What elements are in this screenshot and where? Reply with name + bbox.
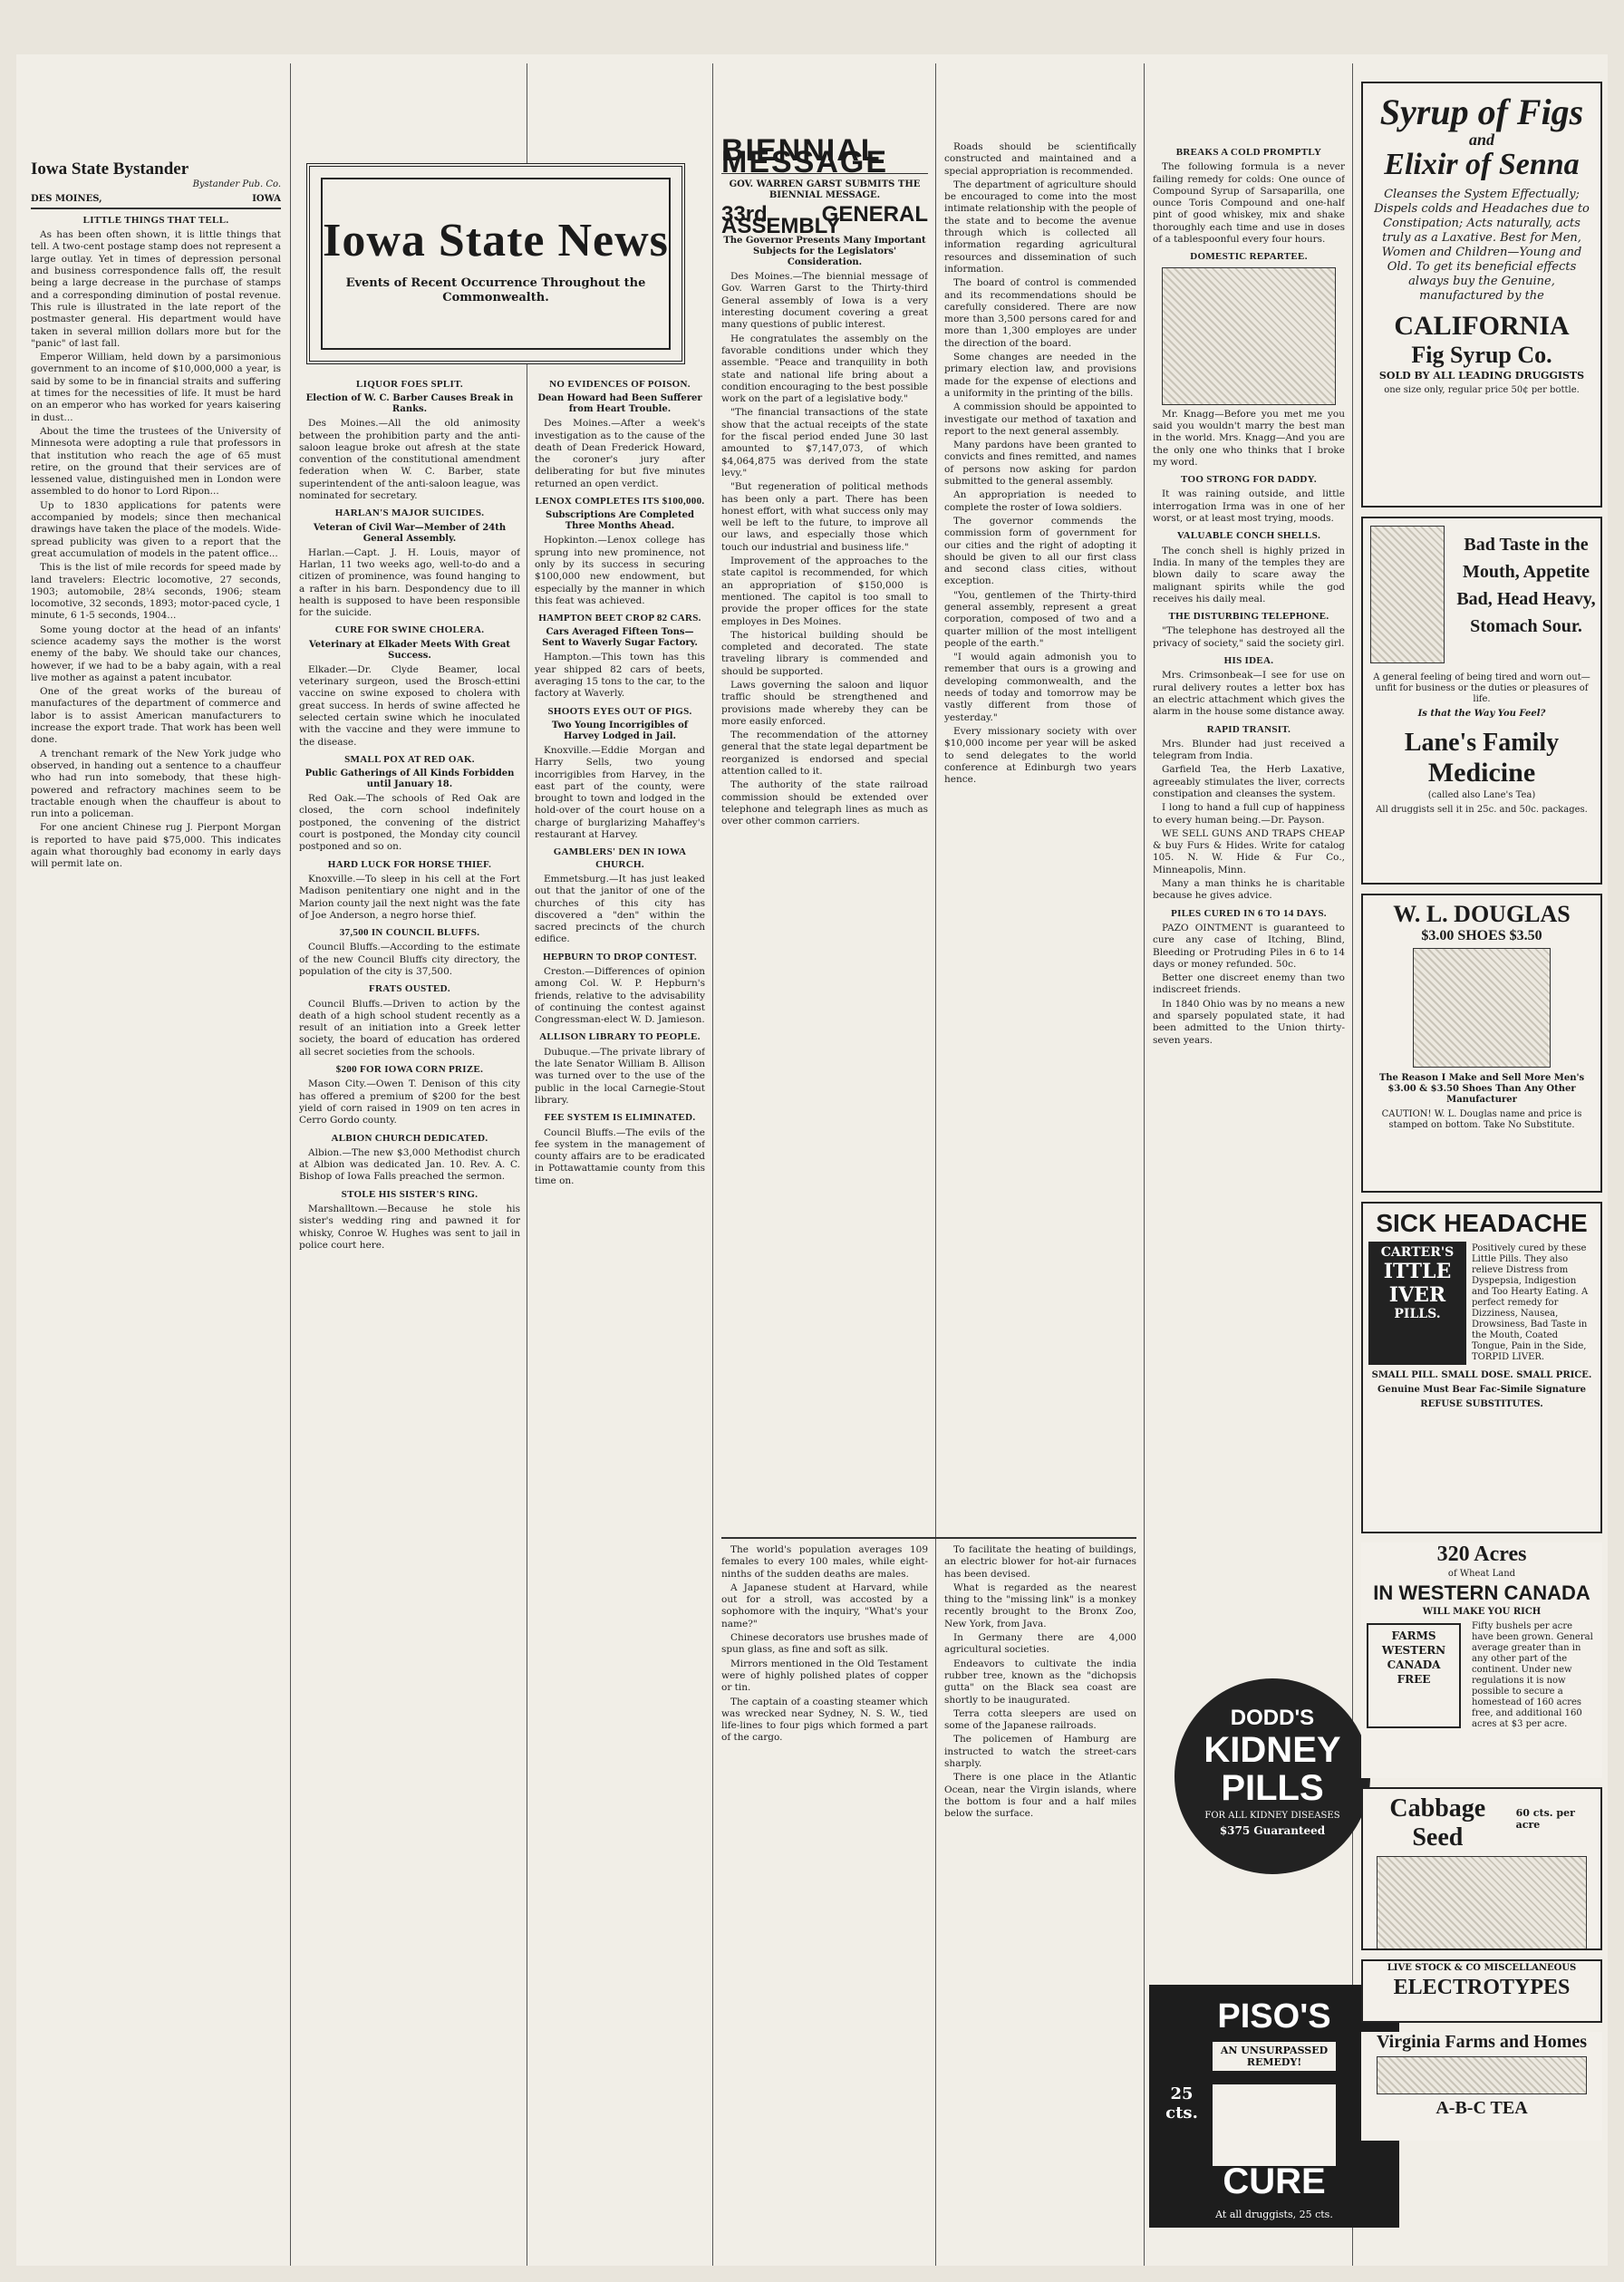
item-subhead: Cars Averaged Fifteen Tons—Sent to Waverly Sugar Factory. xyxy=(542,627,698,649)
item-head: HEPBURN TO DROP CONTEST. xyxy=(543,951,697,962)
article-paragraph: He congratulates the assembly on the favorable conditions under which they assemble. "Peace and tranquility in both state and national life bring about a condition encouraging to the best possible work on the part of a legislative body." xyxy=(721,333,928,405)
douglas-title: W. L. DOUGLAS xyxy=(1393,901,1571,927)
item-text: Harlan.—Capt. J. H. Louis, mayor of Harlan, 11 two weeks ago, well-to-do and a citizen of prominence, was found hanging to a rafter in his barn. Despondency due to ill health is supposed to have been responsible for the suicide. xyxy=(299,546,520,619)
item-text: Knoxville.—To sleep in his cell at the Fort Madison penitentiary one night and in the Marion county jail the next night was the fate of Joe Anderson, a negro horse thief. xyxy=(299,873,520,921)
item-head: NO EVIDENCES OF POISON. xyxy=(549,379,691,390)
item-text: Marshalltown.—Because he stole his sister's wedding ring and pawned it for whisky, Conroe W. Hughes was sent to jail in police court here. xyxy=(299,1204,520,1251)
article-paragraph: For one ancient Chinese rug J. Pierpont Morgan is reported to have paid $75,000. This indicates again what thoroughly bad economy in early days will permit late on. xyxy=(31,822,281,870)
misc-paragraph: Terra cotta sleepers are used on some of the Japanese railroads. xyxy=(944,1707,1136,1732)
lanes-price: All druggists sell it in 25c. and 50c. packages. xyxy=(1376,805,1588,815)
masthead-dateline xyxy=(31,193,281,209)
virginia-title: Virginia Farms and Homes xyxy=(1376,2032,1588,2052)
carters-tagline: SMALL PILL. SMALL DOSE. SMALL PRICE. xyxy=(1371,1370,1592,1380)
item-text: Des Moines.—All the old animosity between the prohibition party and the anti-saloon league broke out afresh at the state convention of the constitutional amendment federation when W. C. Barber, state superintendent of the anti-saloon league, was nominated for secretary. xyxy=(299,418,520,502)
item-subhead: Veterinary at Elkader Meets With Great Success. xyxy=(308,639,511,661)
item-head: LIQUOR FOES SPLIT. xyxy=(356,379,463,390)
canada-tag: WILL MAKE YOU RICH xyxy=(1422,1607,1542,1617)
lanes-medicine-ad xyxy=(1361,517,1602,885)
item-head: CURE FOR SWINE CHOLERA. xyxy=(334,624,485,636)
cartoon-illustration xyxy=(1162,267,1336,405)
article-paragraph: A trenchant remark of the New York judge who observed, in handing out a sentence to a chauffeur who had run into somebody, that these high-powered and refractory machines seem to be tractable enough when the chauffeur is about to run into a policeman. xyxy=(31,748,281,820)
carters-pills-ad xyxy=(1361,1202,1602,1533)
article-paragraph: Many pardons have been granted to convicts and fines remitted, and names of persons now asking for pardon submitted to the general assembly. xyxy=(944,440,1136,488)
electrotypes-ad xyxy=(1361,1959,1602,2023)
item-text: I long to hand a full cup of happiness to every human being.—Dr. Payson. xyxy=(1153,802,1345,826)
column-1 xyxy=(31,54,281,2266)
article-paragraph: This is the list of mile records for speed made by land travelers: Electric locomotive, 27 seconds, 1903; automobile, 28¼ seconds, 1906; steam locomotive, 32 seconds, 1893; motor-paced cycle, 1 minute, 6 1-5 seconds, 1904... xyxy=(31,562,281,622)
carters-logo-liver: IVER xyxy=(1388,1283,1446,1307)
electrotypes-line1: LIVE STOCK & CO MISCELLANEOUS xyxy=(1387,1963,1577,1973)
carters-logo-name: CARTER'S xyxy=(1380,1245,1455,1260)
virginia-farms-ad xyxy=(1361,2032,1602,2141)
article-paragraph: Every missionary society with over $10,000 income per year will be asked to send delegates to the world conference at Edinburgh two years hence. xyxy=(944,725,1136,786)
item-text: PAZO OINTMENT is guaranteed to cure any case of Itching, Blind, Bleeding or Protruding Piles in 6 to 14 days or money refunded. 50c. xyxy=(1153,922,1345,970)
item-text: It was raining outside, and little interrogation Irma was in one of her worst, or at least most trying, moods. xyxy=(1153,488,1345,525)
lanes-called: (called also Lane's Tea) xyxy=(1427,790,1536,800)
article-paragraph: An appropriation is needed to complete the roster of Iowa soldiers. xyxy=(944,489,1136,513)
item-head: ALBION CHURCH DEDICATED. xyxy=(331,1132,488,1144)
item-text: Council Bluffs.—The evils of the fee system in the management of county affairs are to be eradicated in Pottawattamie county from this time on. xyxy=(535,1126,705,1186)
item-head: SHOOTS EYES OUT OF PIGS. xyxy=(547,705,692,717)
syrup-price: one size only, regular price 50¢ per bottle. xyxy=(1384,385,1580,395)
banner-deck: Events of Recent Occurrence Throughout the Commonwealth. xyxy=(345,276,646,305)
banner-inner-frame xyxy=(321,178,671,350)
carters-genuine: Genuine Must Bear Fac-Simile Signature xyxy=(1377,1385,1587,1395)
column-3 xyxy=(535,373,705,2266)
lanes-question: Is that the Way You Feel? xyxy=(1417,709,1546,719)
iowa-state-news-banner xyxy=(306,163,685,364)
misc-paragraph: To facilitate the heating of buildings, an electric blower for hot-air furnaces has been devised. xyxy=(944,1544,1136,1580)
article-paragraph: Roads should be scientifically constructed and maintained and a special appropriation is recommended. xyxy=(944,141,1136,177)
biennial-headline: BIENNIAL MESSAGE xyxy=(721,145,928,174)
item-head: 37,500 IN COUNCIL BLUFFS. xyxy=(339,927,480,939)
cabbage-title: Cabbage Seed xyxy=(1389,1794,1486,1852)
item-text: Many a man thinks he is charitable because he gives advice. xyxy=(1153,878,1345,902)
item-text: Albion.—The new $3,000 Methodist church at Albion was dedicated Jan. 10. Rev. A. C. Bishop of Iowa Falls preached the sermon. xyxy=(299,1146,520,1183)
item-head: VALUABLE CONCH SHELLS. xyxy=(1176,530,1321,542)
item-head: BREAKS A COLD PROMPTLY xyxy=(1175,147,1322,158)
woman-illustration xyxy=(1370,526,1445,663)
article-paragraph: Emperor William, held down by a parsimonious government to an income of $10,000,000 a year, is said by some to be in financial straits and suffering at times for the necessities of life. It must be hard on an emperor who has worked for years kaisering in dust... xyxy=(31,352,281,423)
item-head: ALLISON LIBRARY TO PEOPLE. xyxy=(539,1031,701,1043)
masthead-state: IOWA xyxy=(252,193,281,204)
article-paragraph: One of the great works of the bureau of manufactures of the department of commerce and labor is to assist American manufacturers to increase the export trade. That work has been well done. xyxy=(31,686,281,746)
syrup-of-figs-ad xyxy=(1361,82,1602,508)
pisos-price: 25 cts. xyxy=(1165,2084,1198,2122)
item-subhead: Two Young Incorrigibles of Harvey Lodged in Jail. xyxy=(551,720,689,741)
newspaper-page xyxy=(16,54,1608,2266)
column-6 xyxy=(1153,141,1345,1664)
douglas-body: The Reason I Make and Sell More Men's $3.00 & $3.50 Shoes Than Any Other Manufacturer xyxy=(1378,1073,1585,1105)
article-paragraph: As has been often shown, it is little things that tell. A two-cent postage stamp does not represent a large outlay. Yet in times of depression personal and business correspondence falls off, the result being a large decrease in the purchase of stamps and a corresponding diminution of postal revenue. This rule is illustrated in the late report of the postmaster general. His department would have taken in several million dollars more but for the "panic" of last fall. xyxy=(31,229,281,349)
item-text: Mrs. Blunder had just received a telegram from India. xyxy=(1153,738,1345,762)
item-text: WE SELL GUNS AND TRAPS CHEAP & buy Furs & Hides. Write for catalog 105. N. W. Hide & Fur Co., Minneapolis, Minn. xyxy=(1153,827,1345,875)
banner-title: Iowa State News xyxy=(323,215,669,266)
carters-logo-pills: PILLS. xyxy=(1394,1307,1441,1321)
misc-paragraph: In Germany there are 4,000 agricultural societies. xyxy=(944,1632,1136,1656)
canada-acres: 320 Acres xyxy=(1436,1542,1527,1566)
canada-box-2: WESTERN xyxy=(1381,1644,1446,1657)
abc-tea: A-B-C TEA xyxy=(1436,2098,1528,2118)
carters-logo-little: ITTLE xyxy=(1383,1260,1452,1283)
item-head: DOMESTIC REPARTEE. xyxy=(1190,251,1308,263)
assembly-headline: 33rd GENERAL ASSEMBLY xyxy=(721,201,928,238)
misc-paragraph: Mirrors mentioned in the Old Testament were of highly polished plates of copper or tin. xyxy=(721,1658,928,1694)
item-text: Knoxville.—Eddie Morgan and Harry Sells, two young incorrigibles from Harvey, in the east part of the county, were brought to town and lodged in the hold-over of the court house on a charge of burglarizing Mahaffey's restaurant at Harvey. xyxy=(535,744,705,841)
misc-paragraph: The captain of a coasting steamer which was wrecked near Sydney, N. S. W., tied life-lines to four pigs which formed a part of the cargo. xyxy=(721,1696,928,1744)
item-head: TOO STRONG FOR DADDY. xyxy=(1181,474,1317,486)
virginia-text-block xyxy=(1377,2056,1587,2094)
pisos-panel xyxy=(1213,2084,1336,2166)
electrotypes-line2: ELECTROTYPES xyxy=(1393,1976,1571,1999)
item-text: "The telephone has destroyed all the privacy of society," said the society girl. xyxy=(1153,625,1345,649)
misc-paragraph: Chinese decorators use brushes made of spun glass, as fine and soft as silk. xyxy=(721,1632,928,1656)
item-text: Hampton.—This town has this year shipped 82 cars of beets, averaging 15 tons to the car, to the factory at Waverly. xyxy=(535,652,705,700)
wl-douglas-ad xyxy=(1361,894,1602,1193)
section-divider xyxy=(721,1537,1136,1539)
dodds-line2: PILLS xyxy=(1221,1768,1324,1808)
item-head: LENOX COMPLETES ITS $100,000. xyxy=(535,496,705,508)
article-paragraph: Laws governing the saloon and liquor traffic should be strengthened and provisions made whereby they can be more easily enforced. xyxy=(721,679,928,727)
pisos-sold: At all druggists, 25 cts. xyxy=(1215,2209,1333,2220)
syrup-title: Syrup of Figs xyxy=(1379,92,1584,132)
canada-box-1: FARMS xyxy=(1391,1629,1436,1642)
column-2 xyxy=(299,373,520,2266)
item-head: FRATS OUSTED. xyxy=(369,983,450,995)
item-text: In 1840 Ohio was by no means a new and sparsely populated state, it had been admitted to the Union thirty-seven years. xyxy=(1153,998,1345,1046)
item-text: Creston.—Differences of opinion among Col. W. P. Hepburn's friends, relative to the advisability of continuing the contest against Congressman-elect W. D. Jamieson. xyxy=(535,965,705,1026)
column-rule xyxy=(935,63,936,2266)
masthead-city: DES MOINES, xyxy=(31,193,102,204)
cabbage-text-block xyxy=(1377,1856,1587,1950)
item-head: HIS IDEA. xyxy=(1223,655,1274,667)
canada-headline: IN WESTERN CANADA xyxy=(1373,1581,1590,1604)
carters-refuse: REFUSE SUBSTITUTES. xyxy=(1420,1399,1543,1409)
item-text: Mason City.—Owen T. Denison of this city has offered a premium of $200 for the best yield of corn raised in 1909 on ten acres in Cerro Gordo county. xyxy=(299,1078,520,1126)
misc-paragraph: The world's population averages 109 females to every 100 males, while eight-ninths of the sudden deaths are males. xyxy=(721,1544,928,1580)
item-head: HAMPTON BEET CROP 82 CARS. xyxy=(538,613,701,624)
item-text: Mr. Knagg—Before you met me you said you wouldn't marry the best man in the world. Mrs. Knagg—And you are the only one who thinks that I broke my word. xyxy=(1153,408,1345,468)
column-4-bottom xyxy=(721,1544,928,2266)
syrup-elixir: Elixir of Senna xyxy=(1384,148,1580,181)
item-head: THE DISTURBING TELEPHONE. xyxy=(1168,611,1329,623)
pisos-cure: CURE xyxy=(1223,2161,1326,2201)
misc-paragraph: Endeavors to cultivate the india rubber tree, known as the "dichopsis gutta" on the Black sea coast are shortly to be inaugurated. xyxy=(944,1658,1136,1706)
masthead-publisher: Bystander Pub. Co. xyxy=(192,179,281,190)
item-subhead: Dean Howard had Been Sufferer from Heart Trouble. xyxy=(537,393,702,415)
carters-logo xyxy=(1368,1242,1466,1365)
douglas-portrait xyxy=(1413,948,1551,1068)
column-rule xyxy=(712,63,713,2266)
item-head: HARLAN'S MAJOR SUICIDES. xyxy=(334,508,485,519)
column-rule xyxy=(1352,63,1353,2266)
item-text: Dubuque.—The private library of the late Senator William B. Allison was turned over to the use of the public in the local Carnegie-Stout library. xyxy=(535,1046,705,1106)
lanes-body: A general feeling of being tired and worn out—unfit for business or the duties or pleasures of life. xyxy=(1373,672,1590,704)
article-paragraph: The historical building should be completed and decorated. The state traveling library is commended and should be supported. xyxy=(721,629,928,677)
item-head: RAPID TRANSIT. xyxy=(1206,723,1291,735)
dodds-ring-text: FOR ALL KIDNEY DISEASES xyxy=(1204,1811,1340,1821)
biennial-deck: GOV. WARREN GARST SUBMITS THE BIENNIAL MESSAGE. xyxy=(729,179,921,200)
article-paragraph: Up to 1830 applications for patents were accompanied by models; since then mechanical drawings have taken the place of the models. Wide-spread publicity was given to a report that the great accumulation of models in the patent office... xyxy=(31,499,281,559)
article-paragraph: A commission should be appointed to investigate our method of taxation and report to the next general assembly. xyxy=(944,401,1136,437)
item-text: Mrs. Crimsonbeak—I see for use on rural delivery routes a letter box has an electric attachment which gives the alarm in the house some distance away. xyxy=(1153,670,1345,718)
canada-box-3: CANADA xyxy=(1387,1658,1441,1671)
item-text: The conch shell is highly prized in India. In many of the temples they are blown daily to scare away the malignant spirits while the god receives his daily meal. xyxy=(1153,545,1345,604)
lanes-taste: Bad Taste in the Mouth, Appetite Bad, Head Heavy, Stomach Sour. xyxy=(1456,535,1596,636)
dodds-line1: KIDNEY xyxy=(1204,1730,1341,1770)
column-rule xyxy=(1144,63,1145,2266)
article-paragraph: The governor commends the commission form of government for our cities and the right of adopting it should be given to all our first class and second class cities, without exception. xyxy=(944,515,1136,587)
item-text: Hopkinton.—Lenox college has sprung into new prominence, not only by its success in securing $100,000 new endowment, but especially by the manner in which this feat was achieved. xyxy=(535,535,705,606)
pisos-name: PISO'S xyxy=(1217,1997,1331,2035)
misc-paragraph: The policemen of Hamburg are instructed to watch the street-cars sharply. xyxy=(944,1734,1136,1770)
canada-box xyxy=(1367,1623,1461,1728)
article-paragraph: The department of agriculture should be encouraged to come into the most intimate relationship with the people of the state and to become the avenue through which is collected all information regarding agricultural resources and dissemination of such information. xyxy=(944,179,1136,275)
douglas-subtitle: $3.00 SHOES $3.50 xyxy=(1421,928,1542,943)
item-text: Red Oak.—The schools of Red Oak are closed, the corn school indefinitely postponed, the convening of the district court is postponed, the Monday city council postponed and so on. xyxy=(299,793,520,853)
article-paragraph: Des Moines.—The biennial message of Gov. Warren Garst to the Thirty-third General assembly of Iowa is a very interesting document covering a great many questions of public interest. xyxy=(721,271,928,331)
canada-box-4: FREE xyxy=(1397,1673,1431,1686)
masthead-title: Iowa State Bystander xyxy=(31,160,189,179)
item-head: HARD LUCK FOR HORSE THIEF. xyxy=(327,858,492,870)
column-5 xyxy=(944,141,1136,1532)
item-head: FEE SYSTEM IS ELIMINATED. xyxy=(544,1112,696,1124)
item-subhead: Subscriptions Are Completed Three Months Ahead. xyxy=(546,510,694,532)
item-head: $200 FOR IOWA CORN PRIZE. xyxy=(335,1064,484,1076)
item-head: SMALL POX AT RED OAK. xyxy=(344,753,475,765)
western-canada-ad xyxy=(1361,1542,1602,1778)
article-paragraph: The board of control is commended and its recommendations should be carefully considered. There are now more than 3,500 persons cared for and more than 1,300 employes are under the direction of the board. xyxy=(944,277,1136,349)
douglas-caution: CAUTION! W. L. Douglas name and price is stamped on bottom. Take No Substitute. xyxy=(1381,1109,1582,1130)
item-text: Better one discreet enemy than two indiscreet friends. xyxy=(1153,972,1345,996)
article-paragraph: "I would again admonish you to remember that ours is a growing and developing commonwealth, and the needs of today and tomorrow may be vastly different from those of yesterday." xyxy=(944,652,1136,723)
syrup-brand-1: CALIFORNIA xyxy=(1394,311,1570,341)
article-paragraph: Improvement of the approaches to the state capitol is recommended, for which an appropriation of $150,000 is mentioned. The capitol is too small to provide the proper offices for the state employes in Des Moines. xyxy=(721,556,928,627)
column-rule xyxy=(290,63,291,2266)
misc-paragraph: A Japanese student at Harvard, while out for a stroll, was accosted by a sophomore with the inquiry, "What's your name?" xyxy=(721,1581,928,1629)
article-paragraph: "But regeneration of political methods has been only a part. There has been honest effort, with what success only may well be left to the future, to improve all our laws, and especially those which touch our industrial and business life." xyxy=(721,481,928,553)
article-paragraph: About the time the trustees of the University of Minnesota were adopting a rule that professors in that institution who reach the age of 65 must retire, on the ground that their services are of lessened value, distinguished men in London were assembled to do honor to Lord Ripon... xyxy=(31,425,281,498)
column-5-bottom xyxy=(944,1544,1136,2266)
carters-body: Positively cured by these Little Pills. They also relieve Distress from Dyspepsia, Indigestion and Too Hearty Eating. A perfect remedy for Dizziness, Nausea, Drowsiness, Bad Taste in the Mouth, Coated Tongue, Pain in the Side, TORPID LIVER. xyxy=(1472,1243,1589,1362)
dodds-name: DODD'S xyxy=(1230,1706,1315,1730)
misc-paragraph: What is regarded as the nearest thing to the "missing link" is a monkey recently brought to the Bronx Zoo, New York, from Java. xyxy=(944,1581,1136,1629)
item-text: Garfield Tea, the Herb Laxative, agreeably stimulates the liver, corrects constipation and cleanses the system. xyxy=(1153,764,1345,799)
syrup-sold: SOLD BY ALL LEADING DRUGGISTS xyxy=(1378,370,1585,382)
article-paragraph: "The financial transactions of the state show that the actual receipts of the state for the fiscal period ended June 30 last amounted to $7,147,073, of which $4,064,875 was derived from the state levy." xyxy=(721,407,928,479)
lanes-name-2: Medicine xyxy=(1427,758,1536,788)
article-paragraph: "You, gentlemen of the Thirty-third general assembly, represent a great corporation, composed of two and a quarter million of the most intelligent people of the earth." xyxy=(944,589,1136,649)
item-text: Emmetsburg.—It has just leaked out that the janitor of one of the churches of this city has discovered a "den" within the sacred precincts of the church edifice. xyxy=(535,873,705,945)
syrup-brand-2: Fig Syrup Co. xyxy=(1411,342,1552,368)
misc-paragraph: There is one place in the Atlantic Ocean, near the Virgin islands, where the bottom is four and a half miles below the surface. xyxy=(944,1772,1136,1820)
article-paragraph: Some young doctor at the head of an infants' science academy says the mother is the worst enemy of the baby. We should take our chances, however, if we had to be a baby again, with a real live mother as against a patent incubator. xyxy=(31,624,281,683)
item-text: Council Bluffs.—According to the estimate of the new Council Bluffs city directory, the population of the city is 37,500. xyxy=(299,942,520,977)
lanes-name-1: Lane's Family xyxy=(1404,729,1560,757)
column-4 xyxy=(721,54,928,1532)
item-subhead: Election of W. C. Barber Causes Break in Ranks. xyxy=(305,393,514,415)
item-subhead: Veteran of Civil War—Member of 24th General Assembly. xyxy=(313,522,507,544)
cabbage-seed-ad xyxy=(1361,1787,1602,1950)
article-paragraph: The authority of the state railroad commission should be extended over telephone and telegraph lines as much as over other common carriers. xyxy=(721,779,928,827)
article-headline: LITTLE THINGS THAT TELL. xyxy=(82,214,229,226)
item-subhead: Public Gatherings of All Kinds Forbidden until January 18. xyxy=(304,769,515,790)
article-paragraph: Some changes are needed in the primary election law, and provisions made for the expense of elections and a uniformity in the printing of the bills. xyxy=(944,352,1136,399)
syrup-body: Cleanses the System Effectually; Dispels colds and Headaches due to Constipation; Acts naturally, acts truly as a Laxative. Best for Men, Women and Children—Young and Old. To get its beneficial effects always buy the Genuine, manufactured by the xyxy=(1374,188,1590,303)
item-text: The following formula is a never failing remedy for colds: One ounce of Compound Syrup of Sarsaparilla, one ounce Toris Compound and one-half pint of good whiskey, mix and shake thoroughly each time and use in doses of a tablespoonful every four hours. xyxy=(1153,161,1345,246)
dodds-price: $375 Guaranteed xyxy=(1219,1824,1326,1837)
item-head: STOLE HIS SISTER'S RING. xyxy=(341,1188,478,1200)
assembly-deck: The Governor Presents Many Important Subjects for the Legislators' Consideration. xyxy=(723,236,926,268)
article-paragraph: The recommendation of the attorney general that the state legal department be reorganized is endorsed and special attention called to it. xyxy=(721,730,928,778)
item-text: Des Moines.—After a week's investigation as to the cause of the death of Dean Frederick Howard, the coroner's jury after deliberating for but five minutes returned an open verdict. xyxy=(535,418,705,489)
syrup-and: and xyxy=(1468,131,1494,149)
cabbage-price: 60 cts. per acre xyxy=(1515,1807,1575,1831)
item-text: Elkader.—Dr. Clyde Beamer, local veterinary surgeon, used the Brosch-ettini vaccine on swine exposed to cholera with great success. In herds of swine affected he selected certain swine which he inoculated with the vaccine and they were immune to the disease. xyxy=(299,663,520,748)
canada-body: Fifty bushels per acre have been grown. General average greater than in any other part of the continent. Under new regulations it is now possible to secure a homestead of 160 acres free, and additional 160 acres at $3 per acre. xyxy=(1472,1621,1593,1729)
pisos-tagline: AN UNSURPASSED REMEDY! xyxy=(1213,2042,1336,2071)
item-text: Council Bluffs.—Driven to action by the death of a high school student recently as a result of an initiation into a Greek letter society, the board of education has ordered all secret societies from the schools. xyxy=(299,998,520,1058)
canada-wheat-land: of Wheat Land xyxy=(1447,1569,1516,1579)
dodds-kidney-pills-ad xyxy=(1174,1678,1370,1874)
carters-headline: SICK HEADACHE xyxy=(1376,1209,1588,1237)
item-head: GAMBLERS' DEN IN IOWA CHURCH. xyxy=(553,846,687,870)
item-head: PILES CURED IN 6 TO 14 DAYS. xyxy=(1171,907,1327,919)
